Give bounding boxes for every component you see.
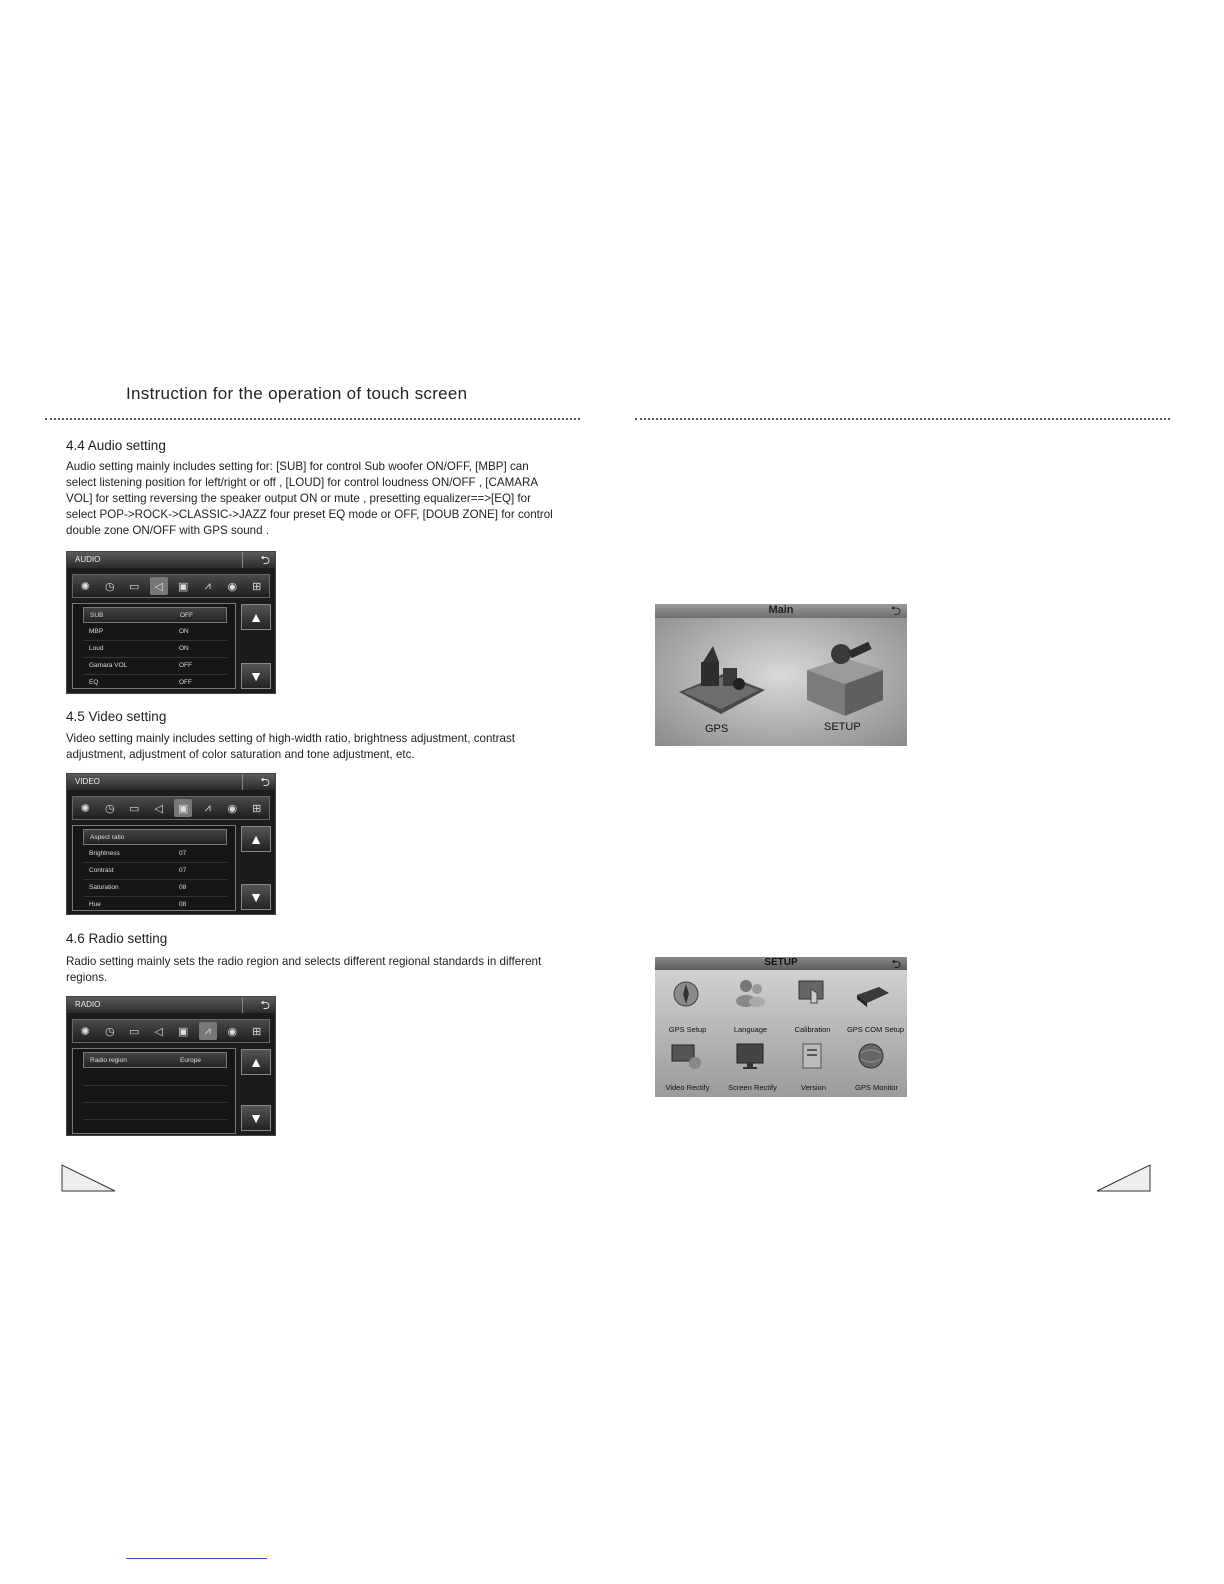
panel-title: AUDIO xyxy=(75,555,101,564)
plus-icon[interactable]: ⊞ xyxy=(252,802,262,815)
setting-value: 08 xyxy=(179,901,187,908)
setup-box-icon[interactable] xyxy=(795,630,895,718)
divider-right xyxy=(635,418,1170,420)
settings-list xyxy=(72,825,236,911)
audio-settings-panel xyxy=(66,551,276,694)
section-heading-video: 4.5 Video setting xyxy=(66,709,167,724)
radio-tower-icon[interactable]: ⩘ xyxy=(204,579,211,592)
return-arrow-icon[interactable]: ⮌ xyxy=(260,998,270,1012)
setting-label: Brightness xyxy=(89,850,120,857)
setup-item-label[interactable]: Language xyxy=(733,1025,768,1034)
setting-row-hue[interactable] xyxy=(83,897,227,913)
display-icon[interactable]: ▭ xyxy=(129,580,140,593)
gear-icon[interactable]: ✺ xyxy=(80,580,90,593)
setting-label: Loud xyxy=(89,645,104,652)
divider-left xyxy=(45,418,580,420)
section-heading-audio: 4.4 Audio setting xyxy=(66,438,166,453)
radio-tower-icon[interactable]: ⩘ xyxy=(204,801,211,814)
radio-settings-panel xyxy=(66,996,276,1136)
setup-item-label[interactable]: Calibration xyxy=(794,1025,831,1034)
section-heading-radio: 4.6 Radio setting xyxy=(66,931,168,946)
setting-label: EQ xyxy=(89,679,99,686)
people-icon[interactable] xyxy=(733,977,767,1007)
up-arrow-icon[interactable]: ▲ xyxy=(241,604,271,630)
page-corner-right xyxy=(1096,1164,1152,1192)
setup-label: SETUP xyxy=(824,721,861,733)
version-info-icon[interactable] xyxy=(795,1041,829,1071)
video-settings-panel xyxy=(66,773,276,915)
panel-title: VIDEO xyxy=(75,777,100,786)
section-body-video: Video setting mainly includes setting of high-width ratio, brightness adjustment, contrast adjustment, adjustment of color saturation and tone adjustment, etc. xyxy=(66,732,515,761)
display-icon[interactable]: ▭ xyxy=(129,1025,140,1038)
setup-item-label[interactable]: Video Rectify xyxy=(665,1083,710,1092)
steering-wheel-icon[interactable]: ◉ xyxy=(227,1025,238,1038)
setting-value: OFF xyxy=(179,662,192,669)
settings-tab-bar xyxy=(72,796,270,820)
screen-icon[interactable] xyxy=(733,1041,767,1071)
radio-tower-icon[interactable]: ⩘ xyxy=(199,1022,217,1040)
gear-icon[interactable]: ✺ xyxy=(80,802,90,815)
setting-label: Aspect ratio xyxy=(90,834,125,841)
setup-item-label[interactable]: Screen Rectify xyxy=(728,1083,777,1092)
video-icon[interactable]: ▣ xyxy=(178,1025,189,1038)
steering-wheel-icon[interactable]: ◉ xyxy=(227,802,238,815)
main-screen-screenshot xyxy=(655,604,907,746)
setting-row-mbp[interactable] xyxy=(83,624,227,641)
speaker-icon[interactable]: ◁ xyxy=(150,577,168,595)
gps-label: GPS xyxy=(705,723,729,735)
setting-row-radio-region[interactable] xyxy=(83,1052,227,1068)
setup-item-label[interactable]: GPS COM Setup xyxy=(846,1025,905,1034)
setting-row-loud[interactable] xyxy=(83,641,227,658)
settings-tab-bar xyxy=(72,1019,270,1043)
screen-title: Main xyxy=(768,604,794,616)
video-monitor-icon[interactable] xyxy=(669,1041,703,1071)
section-body-audio: Audio setting mainly includes setting for: [SUB] for control Sub woofer ON/OFF, [MBP] can select listening position for left/right or off , [LOUD] for control loudness ON/OFF , [CAMARA VOL] for setting reversing the speaker output ON or mute , presetting equalizer==>[EQ] for select POP->ROCK->CLASSIC->JAZZ four preset EQ mode or OFF, [DOUB ZONE] for control double zone ON/OFF with GPS sound . xyxy=(66,460,553,537)
setting-value: 07 xyxy=(179,850,187,857)
setting-row-camara-vol[interactable] xyxy=(83,658,227,675)
setting-label: Hue xyxy=(89,901,101,908)
gps-module-icon[interactable] xyxy=(855,981,889,1011)
return-arrow-icon[interactable]: ⮌ xyxy=(890,604,901,618)
speaker-icon[interactable]: ◁ xyxy=(154,802,163,815)
underline-mark xyxy=(126,1558,267,1559)
display-icon[interactable]: ▭ xyxy=(129,802,140,815)
settings-tab-bar xyxy=(72,574,270,598)
setting-row-brightness[interactable] xyxy=(83,846,227,863)
gps-map-icon[interactable] xyxy=(673,632,769,720)
setting-label: Gamara VOL xyxy=(89,662,128,669)
return-arrow-icon[interactable]: ⮌ xyxy=(891,957,901,971)
setting-label: Radio region xyxy=(90,1057,127,1064)
settings-list xyxy=(72,603,236,689)
setting-row-eq[interactable] xyxy=(83,675,227,691)
clock-icon[interactable]: ◷ xyxy=(104,580,115,593)
setting-label: MBP xyxy=(89,628,104,635)
setting-row-saturation[interactable] xyxy=(83,880,227,897)
setting-value: ON xyxy=(179,628,189,635)
clock-icon[interactable]: ◷ xyxy=(104,1025,115,1038)
down-arrow-icon[interactable]: ▼ xyxy=(241,1105,271,1131)
empty-row xyxy=(83,1069,227,1086)
setting-label: Saturation xyxy=(89,884,119,891)
setting-row-contrast[interactable] xyxy=(83,863,227,880)
clock-icon[interactable]: ◷ xyxy=(104,802,115,815)
setting-value: 07 xyxy=(179,867,187,874)
settings-list xyxy=(72,1048,236,1134)
video-icon[interactable]: ▣ xyxy=(174,799,192,817)
setting-value: Europe xyxy=(180,1057,201,1064)
setup-item-label[interactable]: Version xyxy=(800,1083,827,1092)
gear-icon[interactable]: ✺ xyxy=(80,1025,90,1038)
touch-hand-icon[interactable] xyxy=(795,977,829,1007)
page-corner-left xyxy=(61,1164,117,1192)
setting-row-aspect-ratio[interactable] xyxy=(83,829,227,845)
setting-row-sub[interactable] xyxy=(83,607,227,623)
empty-row xyxy=(83,1103,227,1120)
panel-title: RADIO xyxy=(75,1000,101,1009)
speaker-icon[interactable]: ◁ xyxy=(154,1025,163,1038)
setting-label: Contrast xyxy=(89,867,114,874)
video-icon[interactable]: ▣ xyxy=(178,580,189,593)
plus-icon[interactable]: ⊞ xyxy=(252,580,262,593)
globe-monitor-icon[interactable] xyxy=(855,1041,889,1071)
steering-wheel-icon[interactable]: ◉ xyxy=(227,580,238,593)
setting-value: ON xyxy=(179,645,189,652)
down-arrow-icon[interactable]: ▼ xyxy=(241,663,271,689)
setup-item-label[interactable]: GPS Setup xyxy=(668,1025,707,1034)
return-arrow-icon[interactable]: ⮌ xyxy=(260,775,270,789)
screen-title: SETUP xyxy=(764,957,798,968)
setup-item-label[interactable]: GPS Monitor xyxy=(855,1083,898,1092)
down-arrow-icon[interactable]: ▼ xyxy=(241,884,271,910)
plus-icon[interactable]: ⊞ xyxy=(252,1025,262,1038)
setup-screen-screenshot xyxy=(655,957,907,1097)
setting-label: SUB xyxy=(90,612,104,619)
empty-row xyxy=(83,1086,227,1103)
setting-value: OFF xyxy=(180,612,193,619)
section-body-radio: Radio setting mainly sets the radio region and selects different regional standards in different regions. xyxy=(66,955,542,984)
compass-icon[interactable] xyxy=(669,979,703,1009)
up-arrow-icon[interactable]: ▲ xyxy=(241,1049,271,1075)
return-arrow-icon[interactable]: ⮌ xyxy=(260,553,270,567)
page-title: Instruction for the operation of touch screen xyxy=(126,384,468,403)
setting-value: 08 xyxy=(179,884,187,891)
up-arrow-icon[interactable]: ▲ xyxy=(241,826,271,852)
setting-value: OFF xyxy=(179,679,192,686)
